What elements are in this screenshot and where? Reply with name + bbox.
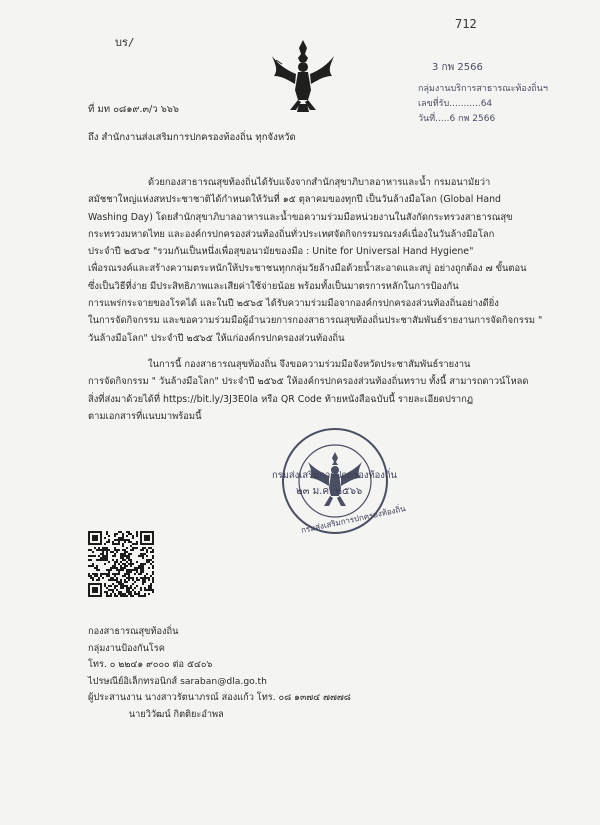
paragraph-2-line: การจัดกิจกรรม " วันล้างมือโลก" ประจำปี ๒๕๖๕ ให้องค์กรปกครองส่วนท้องถิ่นทราบ ทั้งนี้ สามารถดาวน์โหลด: [88, 376, 529, 388]
paragraph-1-line: ซึ่งเป็นวิธีที่ง่าย มีประสิทธิภาพและเสียค่าใช้จ่ายน้อย พร้อมทั้งเป็นมาตรการหลักในการป้องกัน: [88, 280, 459, 292]
footer-email: ไปรษณีย์อิเล็กทรอนิกส์ saraban@dla.go.th: [88, 675, 267, 687]
handwritten-note-left: บร/: [115, 36, 135, 49]
paragraph-1-line: ในการจัดกิจกรรม และขอความร่วมมือผู้อำนวยการกองสาธารณสุขท้องถิ่นประชาสัมพันธ์รายงานการจัดกิจกรรม ": [88, 315, 543, 327]
paragraph-1-line: วันล้างมือโลก" ประจำปี ๒๕๖๕ ให้แก่องค์กรปกครองส่วนท้องถิ่น: [88, 332, 345, 344]
handwritten-note-right: 712: [455, 17, 477, 31]
paragraph-2-line: ตามเอกสารที่แนบมาพร้อมนี้: [88, 410, 202, 422]
paragraph-2-line: สิ่งที่ส่งมาด้วยได้ที่ https://bit.ly/3J3E0la หรือ QR Code ท้ายหนังสือฉบับนี้ รายละเอียดปรากฏ: [88, 393, 474, 405]
footer-group: กลุ่มงานป้องกันโรค: [88, 642, 165, 654]
garuda-emblem-icon: [268, 36, 338, 116]
footer-coordinator: ผู้ประสานงาน นางสาวรัตนาภรณ์ สองแก้ว โทร. ๐๘ ๑๓๗๔ ๗๗๗๘: [88, 692, 351, 703]
issuer-department: กรมส่งเสริมการปกครองท้องถิ่น: [272, 470, 397, 481]
paragraph-1: [88, 174, 543, 347]
recipient-line: ถึง สำนักงานส่งเสริมการปกครองท้องถิ่น ทุกจังหวัด: [88, 132, 296, 143]
footer-contact: [88, 624, 351, 723]
receipt-number: เลขที่รับ...........64: [418, 99, 493, 109]
paragraph-1-line: Washing Day) โดยสำนักสุขาภิบาลอาหารและน้ำขอความร่วมมือหน่วยงานในสังกัดกระทรวงสาธารณสุข: [88, 211, 513, 223]
footer-division: กองสาธารณสุขท้องถิ่น: [88, 626, 179, 637]
document-number: ที่ มท ๐๘๑๙.๓/ว ๖๖๖: [88, 104, 179, 115]
footer-coordinator-2: นายวิวัฒน์ กิตติยะอำพล: [88, 708, 224, 720]
seal-ring-text: กรมส่งเสริมการปกครองท้องถิ่น: [300, 504, 407, 535]
receipt-date: 3 กพ 2566: [432, 62, 483, 73]
footer-phone: โทร. ๐ ๒๒๔๑ ๙๐๐๐ ต่อ ๕๔๐๖: [88, 659, 213, 670]
paragraph-1-line: เพื่อรณรงค์และสร้างความตระหนักให้ประชาชนทุกกลุ่มวัยล้างมือด้วยน้ำสะอาดและสบู่ อย่างถูกต้อง ๗ ขั้นตอน: [88, 263, 527, 275]
qr-code-icon: [88, 531, 154, 597]
issuer-date: ๒๓ ม.ค. ๒๕๖๖: [296, 486, 363, 497]
paragraph-1-line: กระทรวงมหาดไทย และองค์กรปกครองส่วนท้องถิ่นทั่วประเทศจัดกิจกรรมรณรงค์เนื่องในวันล้างมือโลก: [88, 228, 495, 240]
paragraph-2-line: ในการนี้ กองสาธารณสุขท้องถิ่น จึงขอความร่วมมือจังหวัดประชาสัมพันธ์รายงาน: [148, 359, 471, 370]
paragraph-1-line: การแพร่กระจายของโรคได้ และในปี ๒๕๖๕ ได้รับความร่วมมือจากองค์กรปกครองส่วนท้องถิ่นอย่างดียิ่ง: [88, 298, 499, 310]
paragraph-2: [88, 356, 529, 425]
receipt-date-received: วันที่.....6 กพ 2566: [418, 114, 496, 124]
receipt-office: กลุ่มงานบริการสาธารณะท้องถิ่นฯ: [418, 84, 548, 94]
paragraph-1-line: ประจำปี ๒๕๖๕ "รวมกันเป็นหนึ่งเพื่อสุขอนามัยของมือ : Unite for Universal Hand Hygiene": [88, 246, 474, 258]
paragraph-1-line: สมัชชาใหญ่แห่งสหประชาชาติได้กำหนดให้วันที่ ๑๕ ตุลาคมของทุกปี เป็นวันล้างมือโลก (Global Hand: [88, 194, 501, 206]
paragraph-1-line: ด้วยกองสาธารณสุขท้องถิ่นได้รับแจ้งจากสำนักสุขาภิบาลอาหารและน้ำ กรมอนามัยว่า: [148, 177, 491, 188]
